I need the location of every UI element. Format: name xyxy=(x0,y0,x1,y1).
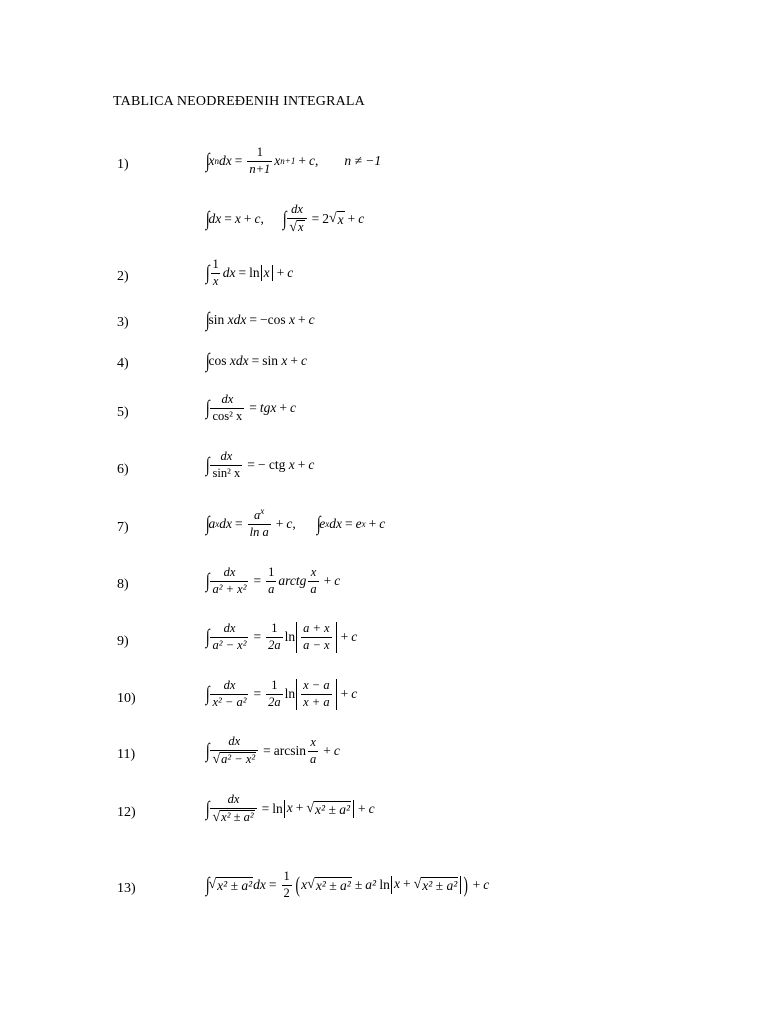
formula-8: ∫ $\frac{dx}{\text{a² + x²}}$ = $\frac{1}{a}$ arctg x a + c xyxy=(205,565,341,596)
formula-11: ∫ dx √ a² − x² = arcsin x a + c xyxy=(205,734,340,767)
formula-3: ∫ sin x dx = − cos x + c xyxy=(205,309,315,331)
formula-6: ∫ $\frac{dx}{\text{sin² x}}$ = − ctg x + c xyxy=(205,449,315,480)
formula-4: ∫ cos x dx = sin x + c xyxy=(205,350,307,372)
formula-number: 8) xyxy=(117,577,129,592)
formula-number: 1) xyxy=(117,157,129,172)
formula-number: 6) xyxy=(117,462,129,477)
formula-5: ∫ $\frac{dx}{\text{cos² x}}$ = tg x + c xyxy=(205,392,297,423)
formula-1: ∫ x n dx = $\frac{1}{n+1}$ x n+1 + c , n ≠ −1 xyxy=(205,145,382,176)
formula-12: ∫ dx √ x² ± a² = ln x + √ x² ± a² + c xyxy=(205,792,375,825)
page-title: TABLICA NEODREĐENIH INTEGRALA xyxy=(113,94,365,109)
formula-number: 10) xyxy=(117,691,136,706)
formula-number: 5) xyxy=(117,405,129,420)
formula-number: 4) xyxy=(117,356,129,371)
formula-13: ∫ √ x² ± a² dx = $\frac{1}{2}$ ( x √ x² ± a² ± a² ln x + √ x² ± a² ) + c xyxy=(205,869,490,900)
formula-number: 11) xyxy=(117,747,136,762)
formula-number: 7) xyxy=(117,520,129,535)
formula-number: 2) xyxy=(117,269,129,284)
formula-10: ∫ $\frac{dx}{\text{x² − a²}}$ = $\frac{1}{2a}$ ln $\frac{x - a}{x + a}$ + c xyxy=(205,678,358,709)
formula-number: 3) xyxy=(117,315,129,330)
formula-number: 13) xyxy=(117,881,136,896)
formula-number: 9) xyxy=(117,634,129,649)
formula-2: ∫ 1 x dx = ln x + c xyxy=(205,257,294,288)
formula-7: ∫ a x dx = $\frac{a^x}{\text{ln a}}$ + c , ∫ e x dx = e x + c xyxy=(205,505,386,539)
formula-9: ∫ $\frac{dx}{\text{a² − x²}}$ = $\frac{1}{2a}$ ln $\frac{a + x}{a - x}$ + c xyxy=(205,621,358,652)
formula-1b: ∫ dx = x + c , ∫ dx √ x = 2 √ x + c xyxy=(205,202,365,235)
formula-number: 12) xyxy=(117,805,136,820)
